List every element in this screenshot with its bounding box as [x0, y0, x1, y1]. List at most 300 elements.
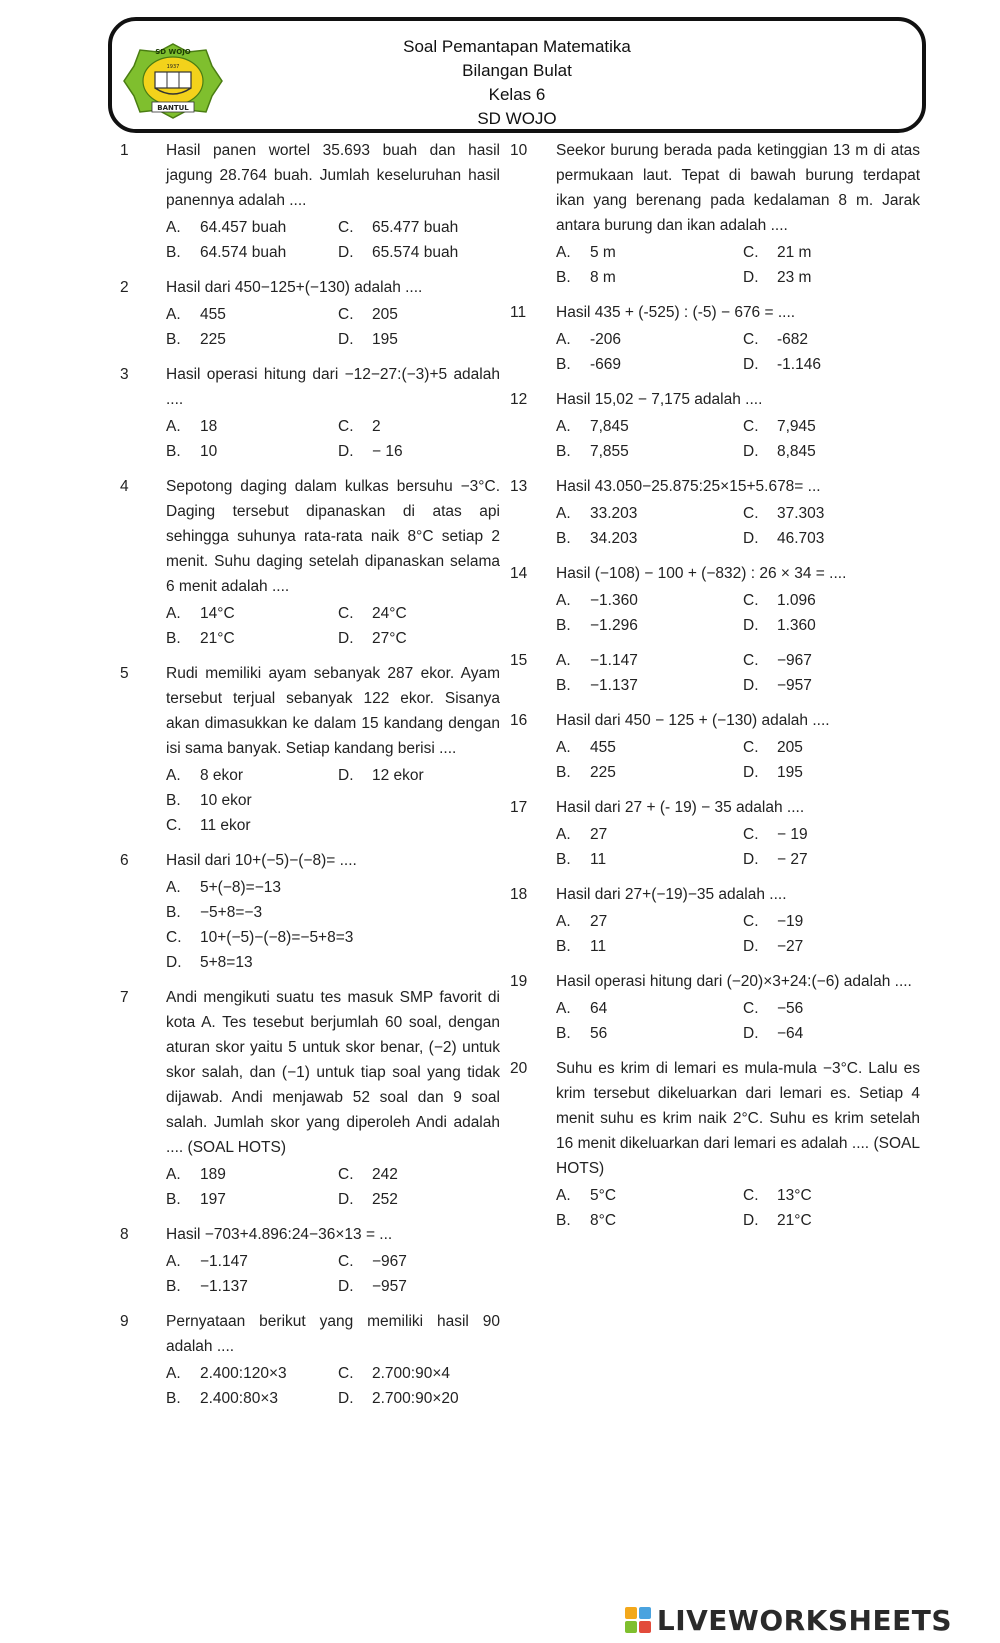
answer-option[interactable] — [166, 215, 328, 240]
answer-option[interactable] — [166, 875, 500, 900]
option-letter: C. — [743, 1187, 759, 1204]
header-title-block — [112, 35, 922, 131]
question-stem: Seekor burung berada pada ketinggian 13 m di atas permukaan laut. Tepat di bawah burung terdapat ikan yang berenang pada kedalaman 8 m. Jarak antara burung dan ikan adalah .... — [556, 142, 920, 234]
answer-option[interactable] — [743, 1183, 920, 1208]
answer-option[interactable] — [556, 996, 733, 1021]
option-letter: A. — [166, 418, 181, 435]
option-text: -1.146 — [777, 356, 821, 373]
option-text: 64 — [590, 1000, 608, 1017]
answer-option[interactable] — [338, 302, 500, 327]
answer-option[interactable] — [166, 302, 328, 327]
answer-option[interactable] — [743, 822, 920, 847]
question-stem: Hasil (−108) − 100 + (−832) : 26 × 34 = .... — [556, 565, 847, 582]
worksheet-header — [108, 17, 926, 133]
answer-option[interactable] — [338, 327, 500, 352]
option-letter: C. — [743, 1000, 759, 1017]
option-letter: C. — [166, 817, 182, 834]
question-body — [556, 387, 920, 464]
answer-option[interactable] — [556, 760, 733, 785]
option-text: 2.400:120×3 — [200, 1365, 287, 1382]
option-text: 197 — [200, 1191, 226, 1208]
answer-option[interactable] — [166, 439, 328, 464]
option-text: -206 — [590, 331, 622, 348]
answer-option[interactable] — [743, 1021, 920, 1046]
question-item — [510, 474, 920, 551]
option-letter: D. — [338, 244, 354, 261]
answer-option[interactable] — [166, 626, 328, 651]
answer-option[interactable] — [556, 1208, 733, 1233]
option-letter — [338, 813, 372, 838]
answer-option[interactable] — [743, 760, 920, 785]
answer-option[interactable] — [743, 240, 920, 265]
option-text: 8 m — [590, 269, 616, 286]
answer-option[interactable] — [556, 1021, 733, 1046]
option-letter: A. — [556, 913, 571, 930]
option-text: 225 — [590, 764, 616, 781]
question-number: 11 — [510, 304, 527, 321]
option-letter: B. — [166, 1390, 181, 1407]
option-letter: D. — [743, 617, 759, 634]
question-stem: Hasil dari 450 − 125 + (−130) adalah .... — [556, 712, 830, 729]
answer-options — [166, 414, 500, 464]
answer-option[interactable] — [166, 813, 328, 838]
option-letter: B. — [166, 331, 181, 348]
answer-options — [556, 414, 920, 464]
answer-option[interactable] — [166, 1162, 328, 1187]
option-text: 8 ekor — [200, 767, 244, 784]
answer-option[interactable] — [556, 526, 733, 551]
answer-option[interactable] — [166, 1187, 328, 1212]
option-letter: B. — [556, 1025, 571, 1042]
option-letter: C. — [338, 219, 354, 236]
question-stem: Hasil 15,02 − 7,175 adalah .... — [556, 391, 763, 408]
answer-option[interactable] — [556, 648, 733, 673]
option-letter — [338, 788, 372, 813]
answer-option[interactable] — [338, 439, 500, 464]
answer-option[interactable] — [743, 1208, 920, 1233]
question-body — [556, 648, 920, 698]
answer-option[interactable] — [743, 352, 920, 377]
option-letter: A. — [166, 605, 181, 622]
option-text: − 27 — [777, 851, 808, 868]
question-stem: Hasil dari 450−125+(−130) adalah .... — [166, 279, 423, 296]
option-text: 1.360 — [777, 617, 816, 634]
answer-options — [166, 302, 500, 352]
option-letter: C. — [743, 913, 759, 930]
option-text: 12 ekor — [372, 767, 424, 784]
option-text: −957 — [372, 1278, 407, 1295]
option-letter: C. — [743, 505, 759, 522]
answer-option[interactable] — [166, 601, 328, 626]
answer-option[interactable] — [166, 1274, 328, 1299]
option-letter: D. — [338, 443, 354, 460]
option-letter: D. — [338, 630, 354, 647]
answer-option[interactable] — [743, 526, 920, 551]
option-letter: C. — [338, 418, 354, 435]
option-text: 7,945 — [777, 418, 816, 435]
question-number: 16 — [510, 712, 528, 729]
option-letter: C. — [166, 929, 182, 946]
answer-option[interactable] — [743, 327, 920, 352]
answer-option[interactable] — [556, 1183, 733, 1208]
option-text: 11 ekor — [200, 817, 251, 834]
question-number: 13 — [510, 478, 528, 495]
answer-option[interactable] — [338, 601, 500, 626]
option-text: 2.700:90×20 — [372, 1390, 459, 1407]
answer-option[interactable] — [338, 1187, 500, 1212]
question-body — [166, 138, 500, 265]
question-item — [510, 387, 920, 464]
option-text: − 16 — [372, 443, 403, 460]
question-body — [556, 300, 920, 377]
answer-option[interactable] — [338, 1386, 500, 1411]
option-letter: D. — [743, 764, 759, 781]
header-line-topic: Bilangan Bulat — [462, 61, 572, 80]
option-text: 21°C — [777, 1212, 812, 1229]
option-letter: D. — [743, 1212, 759, 1229]
answer-option[interactable] — [166, 925, 500, 950]
answer-option[interactable] — [743, 414, 920, 439]
answer-option[interactable] — [338, 763, 500, 788]
option-text: 64.457 buah — [200, 219, 287, 236]
option-letter: D. — [743, 677, 759, 694]
answer-option[interactable] — [166, 240, 328, 265]
option-letter: A. — [556, 1000, 571, 1017]
option-text: 205 — [777, 739, 803, 756]
answer-option[interactable] — [556, 909, 733, 934]
option-text: 225 — [200, 331, 226, 348]
option-letter: D. — [338, 331, 354, 348]
answer-option[interactable] — [743, 588, 920, 613]
question-body — [556, 138, 920, 290]
option-text: 33.203 — [590, 505, 638, 522]
option-text: 2.400:80×3 — [200, 1390, 279, 1407]
option-text: −957 — [777, 677, 812, 694]
answer-option[interactable] — [556, 934, 733, 959]
question-item — [120, 138, 500, 265]
question-body — [166, 275, 500, 352]
answer-option[interactable] — [166, 950, 500, 975]
option-letter: A. — [556, 505, 571, 522]
answer-option[interactable] — [338, 1162, 500, 1187]
option-text: 195 — [372, 331, 398, 348]
option-letter: C. — [743, 826, 759, 843]
option-letter: A. — [556, 739, 571, 756]
option-text: -669 — [590, 356, 622, 373]
answer-option[interactable] — [556, 822, 733, 847]
option-text: 7,855 — [590, 443, 629, 460]
answer-option[interactable] — [556, 588, 733, 613]
question-item — [120, 985, 500, 1212]
question-stem: Hasil 435 + (-525) : (-5) − 676 = .... — [556, 304, 796, 321]
header-line-grade: Kelas 6 — [488, 85, 546, 104]
answer-options — [556, 735, 920, 785]
answer-option[interactable] — [743, 501, 920, 526]
school-logo — [122, 42, 224, 120]
option-letter: D. — [338, 767, 354, 784]
brand-logo-icon — [625, 1607, 651, 1633]
option-letter: B. — [166, 1278, 181, 1295]
option-letter: D. — [743, 443, 759, 460]
answer-options — [556, 327, 920, 377]
option-letter: D. — [743, 851, 759, 868]
option-text: 64.574 buah — [200, 244, 287, 261]
question-item — [120, 661, 500, 838]
answer-options — [166, 875, 500, 975]
brand-name: LIVEWORKSHEETS — [656, 1603, 952, 1637]
question-body — [556, 882, 920, 959]
question-number: 7 — [120, 989, 129, 1006]
question-item — [510, 795, 920, 872]
questions-right-column — [510, 138, 920, 1243]
option-letter: A. — [166, 1365, 181, 1382]
question-item — [120, 1222, 500, 1299]
option-text: −1.137 — [200, 1278, 248, 1295]
question-body — [556, 969, 920, 1046]
answer-option[interactable] — [743, 996, 920, 1021]
answer-option[interactable] — [743, 613, 920, 638]
option-letter: D. — [743, 1025, 759, 1042]
option-text: 27 — [590, 826, 608, 843]
question-stem: Hasil dari 10+(−5)−(−8)= .... — [166, 852, 357, 869]
question-number: 18 — [510, 886, 528, 903]
option-letter: B. — [166, 630, 181, 647]
liveworksheets-brand[interactable] — [625, 1603, 952, 1637]
option-letter: A. — [556, 331, 571, 348]
option-letter: B. — [166, 1191, 181, 1208]
option-letter: C. — [338, 605, 354, 622]
answer-option[interactable] — [743, 265, 920, 290]
option-text: 46.703 — [777, 530, 825, 547]
option-text: 455 — [590, 739, 616, 756]
answer-option[interactable] — [556, 735, 733, 760]
answer-option[interactable] — [166, 1249, 328, 1274]
answer-options — [556, 909, 920, 959]
answer-options — [166, 1249, 500, 1299]
question-number: 4 — [120, 478, 129, 495]
question-stem: Pernyataan berikut yang memiliki hasil 90 adalah .... — [166, 1313, 500, 1355]
answer-options — [556, 1183, 920, 1233]
option-letter: A. — [556, 1187, 571, 1204]
option-text: 65.574 buah — [372, 244, 459, 261]
answer-option[interactable] — [556, 847, 733, 872]
question-number: 20 — [510, 1060, 528, 1077]
option-text: -682 — [777, 331, 809, 348]
option-text: 195 — [777, 764, 803, 781]
question-stem: Hasil panen wortel 35.693 buah dan hasil jagung 28.764 buah. Jumlah keseluruhan hasil panennya adalah .... — [166, 142, 500, 209]
question-number: 15 — [510, 652, 528, 669]
answer-option[interactable] — [166, 788, 328, 813]
option-letter: C. — [743, 418, 759, 435]
option-text: 27°C — [372, 630, 407, 647]
option-text: −56 — [777, 1000, 804, 1017]
question-number: 19 — [510, 973, 528, 990]
answer-option[interactable] — [338, 626, 500, 651]
option-text: 252 — [372, 1191, 398, 1208]
option-text: 23 m — [777, 269, 812, 286]
option-text: −967 — [372, 1253, 407, 1270]
option-letter: C. — [338, 1365, 354, 1382]
question-item — [510, 969, 920, 1046]
question-stem: Hasil dari 27 + (- 19) − 35 adalah .... — [556, 799, 805, 816]
question-item — [510, 648, 920, 698]
option-letter: D. — [743, 269, 759, 286]
option-text: −1.147 — [590, 652, 638, 669]
answer-option[interactable] — [166, 1361, 328, 1386]
option-letter: B. — [556, 677, 571, 694]
question-item — [510, 138, 920, 290]
option-letter: B. — [166, 792, 181, 809]
option-letter: C. — [338, 306, 354, 323]
question-number: 14 — [510, 565, 528, 582]
answer-option[interactable] — [556, 265, 733, 290]
question-number: 2 — [120, 279, 129, 296]
question-number: 10 — [510, 142, 528, 159]
option-letter: A. — [166, 767, 181, 784]
answer-option[interactable] — [338, 215, 500, 240]
question-body — [166, 985, 500, 1212]
option-text: 27 — [590, 913, 608, 930]
option-text: 34.203 — [590, 530, 638, 547]
answer-option[interactable] — [743, 847, 920, 872]
answer-option[interactable] — [743, 909, 920, 934]
question-stem: Hasil operasi hitung dari (−20)×3+24:(−6) adalah .... — [556, 973, 912, 990]
option-letter: D. — [743, 530, 759, 547]
question-item — [120, 1309, 500, 1411]
question-item — [120, 474, 500, 651]
answer-option[interactable] — [743, 735, 920, 760]
option-letter: B. — [556, 851, 571, 868]
question-body — [556, 795, 920, 872]
question-stem: Suhu es krim di lemari es mula-mula −3°C. Lalu es krim tersebut dikeluarkan dari lemari es. Setiap 4 menit suhu es krim naik 2°C. Suhu es krim setelah 16 menit dikeluarkan dari lemari es adalah .... (SOAL HOTS) — [556, 1060, 920, 1177]
option-letter: C. — [743, 652, 759, 669]
option-letter: C. — [338, 1253, 354, 1270]
answer-option[interactable] — [743, 439, 920, 464]
answer-option[interactable] — [338, 1361, 500, 1386]
question-stem: Andi mengikuti suatu tes masuk SMP favorit di kota A. Tes tesebut berjumlah 60 soal, dengan aturan skor yaitu 5 untuk skor benar, (−2) untuk skor salah, dan (−1) untuk tiap soal yang tidak dijawab. Andi menjawab 52 soal dan 9 soal salah. Jumlah skor yang diperoleh Andi adalah .... (SOAL HOTS) — [166, 989, 500, 1156]
question-number: 1 — [120, 142, 129, 159]
option-letter: D. — [743, 938, 759, 955]
answer-option[interactable] — [743, 673, 920, 698]
option-text: 65.477 buah — [372, 219, 459, 236]
question-body — [166, 1309, 500, 1411]
header-line-subject: Soal Pemantapan Matematika — [403, 37, 631, 56]
answer-options — [556, 996, 920, 1046]
question-item — [510, 561, 920, 638]
answer-option[interactable] — [556, 240, 733, 265]
question-number: 12 — [510, 391, 528, 408]
answer-option[interactable] — [166, 414, 328, 439]
answer-option[interactable] — [743, 648, 920, 673]
option-text: 37.303 — [777, 505, 825, 522]
answer-option[interactable] — [556, 414, 733, 439]
option-text: 10 — [200, 443, 218, 460]
answer-options — [556, 822, 920, 872]
answer-option[interactable] — [338, 1249, 500, 1274]
answer-option[interactable] — [338, 414, 500, 439]
option-text: 2.700:90×4 — [372, 1365, 451, 1382]
option-text: 5+(−8)=−13 — [200, 879, 282, 896]
question-stem: Hasil dari 27+(−19)−35 adalah .... — [556, 886, 787, 903]
logo-year: 1937 — [166, 64, 180, 70]
question-number: 17 — [510, 799, 528, 816]
answer-options — [166, 763, 500, 838]
option-letter: A. — [166, 219, 181, 236]
answer-options — [556, 588, 920, 638]
answer-options — [166, 601, 500, 651]
option-text: 242 — [372, 1166, 398, 1183]
answer-option[interactable] — [556, 327, 733, 352]
option-letter: B. — [556, 530, 571, 547]
answer-option — [338, 813, 500, 838]
answer-option[interactable] — [338, 240, 500, 265]
option-letter: C. — [338, 1166, 354, 1183]
option-text: 8,845 — [777, 443, 816, 460]
option-letter: A. — [556, 592, 571, 609]
question-body — [556, 561, 920, 638]
answer-options — [166, 1361, 500, 1411]
option-letter: B. — [556, 938, 571, 955]
option-letter: A. — [166, 879, 181, 896]
option-text: 189 — [200, 1166, 226, 1183]
option-letter: B. — [556, 617, 571, 634]
answer-option[interactable] — [166, 327, 328, 352]
option-text: 5 m — [590, 244, 616, 261]
answer-option — [338, 788, 500, 813]
question-stem: Hasil −703+4.896:24−36×13 = ... — [166, 1226, 393, 1243]
option-text: 11 — [590, 938, 607, 955]
option-letter: B. — [556, 1212, 571, 1229]
option-text: −1.360 — [590, 592, 638, 609]
option-text: 205 — [372, 306, 398, 323]
option-letter: C. — [743, 331, 759, 348]
answer-option[interactable] — [338, 1274, 500, 1299]
answer-option[interactable] — [556, 439, 733, 464]
question-body — [166, 1222, 500, 1299]
option-text: 21 m — [777, 244, 812, 261]
question-stem: Sepotong daging dalam kulkas bersuhu −3°C. Daging tersebut dipanaskan di atas api sehingga suhunya rata-rata naik 8°C setiap 2 menit. Suhu daging setelah dipanaskan selama 6 menit adalah .... — [166, 478, 500, 595]
option-letter: A. — [166, 1253, 181, 1270]
answer-options — [556, 240, 920, 290]
answer-option[interactable] — [556, 501, 733, 526]
question-body — [166, 661, 500, 838]
question-stem: Hasil 43.050−25.875:25×15+5.678= ... — [556, 478, 821, 495]
question-body — [556, 708, 920, 785]
option-text: −64 — [777, 1025, 804, 1042]
answer-option[interactable] — [556, 673, 733, 698]
answer-option[interactable] — [166, 763, 328, 788]
answer-option[interactable] — [166, 1386, 328, 1411]
answer-option[interactable] — [556, 352, 733, 377]
option-text: 5°C — [590, 1187, 617, 1204]
answer-option[interactable] — [556, 613, 733, 638]
logo-school-name: SD WOJO — [155, 48, 191, 56]
answer-option[interactable] — [743, 934, 920, 959]
answer-option[interactable] — [166, 900, 500, 925]
question-stem: Hasil operasi hitung dari −12−27:(−3)+5 adalah .... — [166, 366, 500, 408]
option-text: 1.096 — [777, 592, 816, 609]
option-text: 24°C — [372, 605, 407, 622]
question-item — [510, 300, 920, 377]
option-letter: D. — [743, 356, 759, 373]
question-number: 5 — [120, 665, 129, 682]
option-letter: B. — [166, 443, 181, 460]
option-text: 21°C — [200, 630, 235, 647]
question-body — [166, 474, 500, 651]
question-item — [120, 362, 500, 464]
question-item — [510, 882, 920, 959]
option-text: −1.147 — [200, 1253, 248, 1270]
